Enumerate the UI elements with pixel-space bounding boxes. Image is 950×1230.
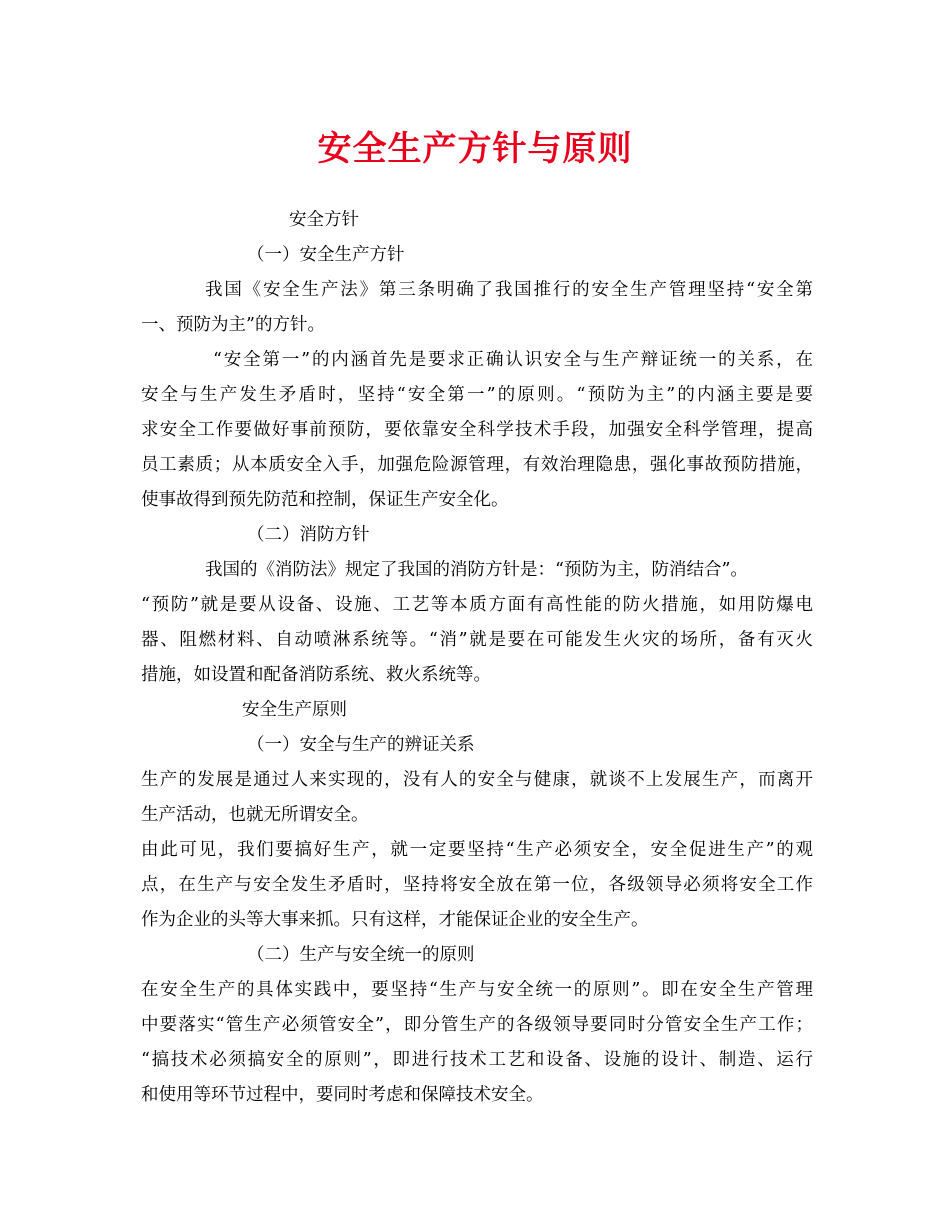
paragraph-line: 一、预防为主”的方针。: [141, 315, 325, 335]
paragraph-line: 安全与生产发生矛盾时，坚持“安全第一”的原则。“预防为主”的内涵主要是要: [141, 385, 813, 405]
paragraph-line: 和使用等环节过程中，要同时考虑和保障技术安全。: [141, 1085, 544, 1105]
paragraph-line: 生产的发展是通过人来实现的，没有人的安全与健康，就谈不上发展生产，而离开: [141, 770, 813, 790]
paragraph-line: 作为企业的头等大事来抓。只有这样，才能保证企业的安全生产。: [141, 910, 649, 930]
paragraph-line: 措施，如设置和配备消防系统、救火系统等。: [141, 665, 491, 685]
paragraph-line: 求安全工作要做好事前预防，要依靠安全科学技术手段，加强安全科学管理，提高: [141, 420, 813, 440]
document-title: 安全生产方针与原则: [317, 129, 633, 169]
paragraph-line: 我国《安全生产法》第三条明确了我国推行的安全生产管理坚持“安全第: [205, 280, 813, 300]
paragraph-line: 器、阻燃材料、自动喷淋系统等。“消”就是要在可能发生火灾的场所，备有灭火: [141, 630, 813, 650]
paragraph-line: 在安全生产的具体实践中，要坚持“生产与安全统一的原则”。即在安全生产管理: [141, 980, 813, 1000]
subheading-unity-principle: （二）生产与安全统一的原则: [247, 945, 475, 965]
paragraph-line: “预防”就是要从设备、设施、工艺等本质方面有高性能的防火措施，如用防爆电: [141, 595, 813, 615]
paragraph-line: 由此可见，我们要搞好生产，就一定要坚持“生产必须安全，安全促进生产”的观: [141, 840, 813, 860]
paragraph-line: “安全第一”的内涵首先是要求正确认识安全与生产辩证统一的关系，在: [213, 350, 813, 370]
paragraph-line: 中要落实“管生产必须管安全”，即分管生产的各级领导要同时分管安全生产工作；: [141, 1015, 813, 1035]
paragraph-line: 使事故得到预先防范和控制，保证生产安全化。: [141, 490, 509, 510]
paragraph-line: “搞技术必须搞安全的原则”，即进行技术工艺和设备、设施的设计、制造、运行: [141, 1050, 813, 1070]
paragraph-line: 生产活动，也就无所谓安全。: [141, 805, 369, 825]
subheading-fire-policy: （二）消防方针: [247, 525, 370, 545]
paragraph-line: 我国的《消防法》规定了我国的消防方针是：“预防为主，防消结合”。: [205, 560, 748, 580]
paragraph-line: 点，在生产与安全发生矛盾时，坚持将安全放在第一位，各级领导必须将安全工作: [141, 875, 813, 895]
section-heading-safety-policy: 安全方针: [289, 210, 359, 230]
paragraph-line: 员工素质；从本质安全入手，加强危险源管理，有效治理隐患，强化事故预防措施，: [141, 455, 813, 475]
section-heading-safety-principles: 安全生产原则: [242, 700, 347, 720]
subheading-safety-production-policy: （一）安全生产方针: [247, 245, 405, 265]
subheading-dialectical-relationship: （一）安全与生产的辨证关系: [247, 735, 475, 755]
document-body: [141, 203, 813, 1113]
